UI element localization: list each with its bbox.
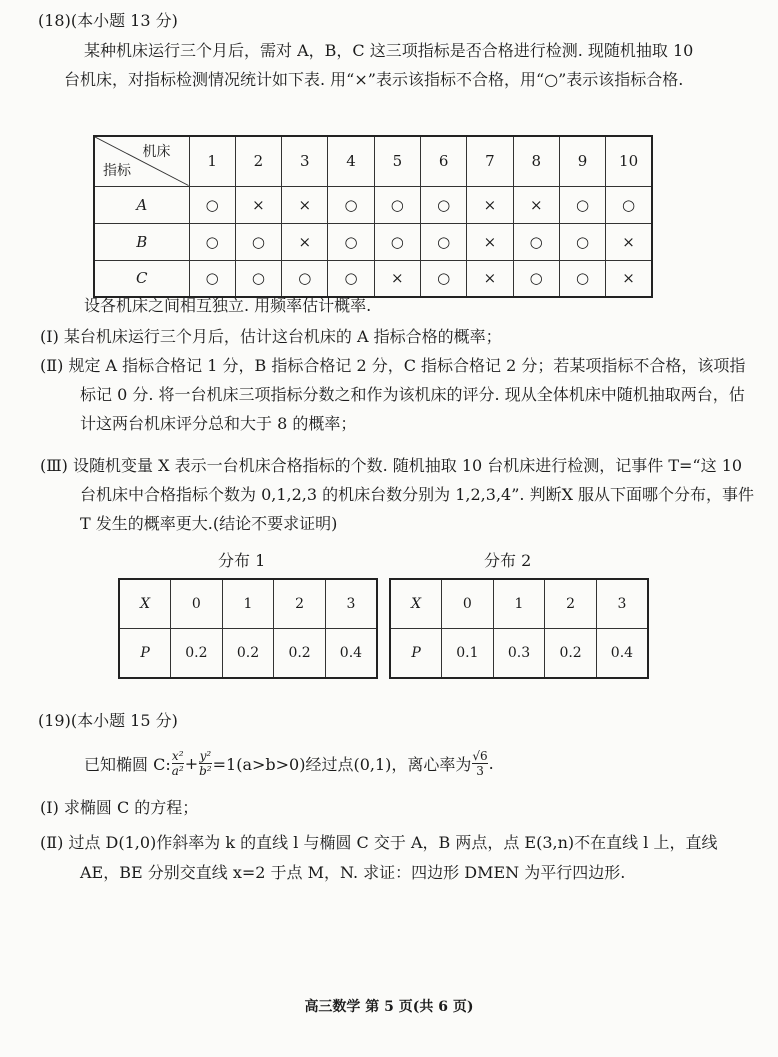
row-label: C [94, 260, 189, 297]
dist1-p-value: 0.2 [222, 629, 274, 679]
corner-label-machine: 机床 [142, 144, 171, 160]
table-cell: ○ [328, 223, 374, 260]
ecc-den: 3 [472, 763, 487, 778]
dist2-p-value: 0.4 [596, 629, 648, 679]
frac-x2-a2 [172, 749, 184, 778]
table-cell: ○ [235, 223, 281, 260]
frac2-den: b² [199, 763, 212, 778]
dist1-x-row [119, 579, 377, 629]
frac1-num: x² [171, 748, 184, 763]
table-cell: ○ [328, 260, 374, 297]
table-cell: ○ [420, 186, 466, 223]
column-header: 7 [467, 136, 513, 186]
column-header: 6 [420, 136, 466, 186]
table-cell: ○ [559, 186, 605, 223]
column-header: 10 [606, 136, 652, 186]
q19-part1: (Ⅰ) 求椭圆 C 的方程； [40, 798, 199, 817]
q19-header: (19)(本小题 15 分) [38, 711, 178, 730]
plus-sign: + [184, 753, 199, 773]
dist1-x-value: 3 [325, 579, 377, 629]
table-cell: × [606, 223, 652, 260]
table-cell: ○ [513, 223, 559, 260]
q18-intro: 某种机床运行三个月后，需对 A，B，C 这三项指标是否合格进行检测. 现随机抽取 10 台机床，对指标检测情况统计如下表. 用“×”表示该指标不合格，用“○”表示该指标合格. [64, 41, 694, 89]
dist1-x-value: 2 [274, 579, 326, 629]
corner-label-indicator: 指标 [103, 162, 131, 179]
table-cell: × [467, 223, 513, 260]
q19-part2: (Ⅱ) 过点 D(1,0)作斜率为 k 的直线 l 与椭圆 C 交于 A，B 两点，点 E(3,n)不在直线 l 上，直线 AE，BE 分别交直线 x=2 于点 M，N. 求证：四边形 DMEN 为平行四边形. [40, 833, 718, 882]
table-cell: ○ [189, 260, 235, 297]
dist1-title: 分布 1 [218, 551, 266, 570]
dist1-table [118, 578, 378, 679]
table-cell: × [282, 186, 328, 223]
dist2-x-value: 2 [545, 579, 597, 629]
table-cell: × [606, 260, 652, 297]
q18-header: (18)(本小题 13 分) [38, 11, 178, 30]
dist2-x-label: X [390, 579, 442, 629]
dist2-x-row [390, 579, 648, 629]
table-cell: ○ [420, 223, 466, 260]
table-cell: ○ [189, 186, 235, 223]
column-header: 9 [559, 136, 605, 186]
table-cell: × [282, 223, 328, 260]
column-header: 4 [328, 136, 374, 186]
dist2-x-value: 0 [442, 579, 494, 629]
table-cell: × [374, 260, 420, 297]
table-cell: ○ [374, 186, 420, 223]
table-cell: × [235, 186, 281, 223]
table-cell: × [513, 186, 559, 223]
frac2-num: y² [199, 748, 212, 763]
dist2-title: 分布 2 [484, 551, 532, 570]
table-cell: ○ [559, 223, 605, 260]
table-cell: ○ [189, 223, 235, 260]
table-cell: ○ [559, 260, 605, 297]
dist1-p-value: 0.2 [274, 629, 326, 679]
column-header: 3 [282, 136, 328, 186]
machine-table [93, 135, 653, 298]
table-cell: ○ [513, 260, 559, 297]
table-cell: ○ [328, 186, 374, 223]
row-label: A [94, 186, 189, 223]
q19-intro [84, 746, 494, 780]
row-label: B [94, 223, 189, 260]
column-header: 5 [374, 136, 420, 186]
dist1-p-value: 0.2 [171, 629, 223, 679]
column-header: 8 [513, 136, 559, 186]
table-row-c [94, 260, 652, 297]
frac-y2-b2 [199, 749, 212, 778]
q19-intro-pre: 已知椭圆 C: [84, 754, 171, 774]
dist1-x-value: 1 [222, 579, 274, 629]
q19-intro-mid: =1(a>b>0)经过点(0,1)，离心率为 [212, 754, 472, 774]
table-cell: ○ [606, 186, 652, 223]
table-cell: ○ [374, 223, 420, 260]
q18-part2: (Ⅱ) 规定 A 指标合格记 1 分，B 指标合格记 2 分，C 指标合格记 2 分；若某项指标不合格，该项指标记 0 分. 将一台机床三项指标分数之和作为该机床的评分. 现从全体机床中随机抽取两台，估计这两台机床评分总和大于 8 的概率； [40, 356, 746, 433]
dist2-p-value: 0.2 [545, 629, 597, 679]
dist2-p-value: 0.3 [493, 629, 545, 679]
column-header: 2 [235, 136, 281, 186]
table-cell: ○ [420, 260, 466, 297]
table-cell: ○ [235, 260, 281, 297]
dist1-p-label: P [119, 629, 171, 679]
dist1-x-value: 0 [171, 579, 223, 629]
dist2-p-label: P [390, 629, 442, 679]
table-row-a [94, 186, 652, 223]
table-row-b [94, 223, 652, 260]
dist2-p-row [390, 629, 648, 679]
dist1-p-row [119, 629, 377, 679]
frac-eccentricity [472, 749, 487, 778]
ecc-num: √6 [472, 748, 488, 763]
dist1-p-value: 0.4 [325, 629, 377, 679]
frac1-den: a² [171, 763, 184, 778]
page-footer: 高三数学 第 5 页(共 6 页) [304, 999, 474, 1015]
dist2-table [389, 578, 649, 679]
table-header-row [94, 136, 652, 186]
table-cell: × [467, 186, 513, 223]
dist2-x-value: 3 [596, 579, 648, 629]
q19-intro-end: . [488, 753, 494, 773]
dist2-x-value: 1 [493, 579, 545, 629]
table-corner-cell [94, 136, 189, 186]
column-header: 1 [189, 136, 235, 186]
q18-assumption: 设各机床之间相互独立. 用频率估计概率. [84, 296, 372, 315]
table-cell: ○ [282, 260, 328, 297]
q18-part3: (Ⅲ) 设随机变量 X 表示一台机床合格指标的个数. 随机抽取 10 台机床进行检测，记事件 T=“这 10 台机床中合格指标个数为 0,1,2,3 的机床台数分别为 1,2,3,4”. 判断X 服从下面哪个分布，事件 T 发生的概率更大.(结论不要求证明) [40, 456, 755, 533]
q18-part1: (Ⅰ) 某台机床运行三个月后，估计这台机床的 A 指标合格的概率； [40, 327, 502, 346]
dist1-x-label: X [119, 579, 171, 629]
dist2-p-value: 0.1 [442, 629, 494, 679]
table-cell: × [467, 260, 513, 297]
